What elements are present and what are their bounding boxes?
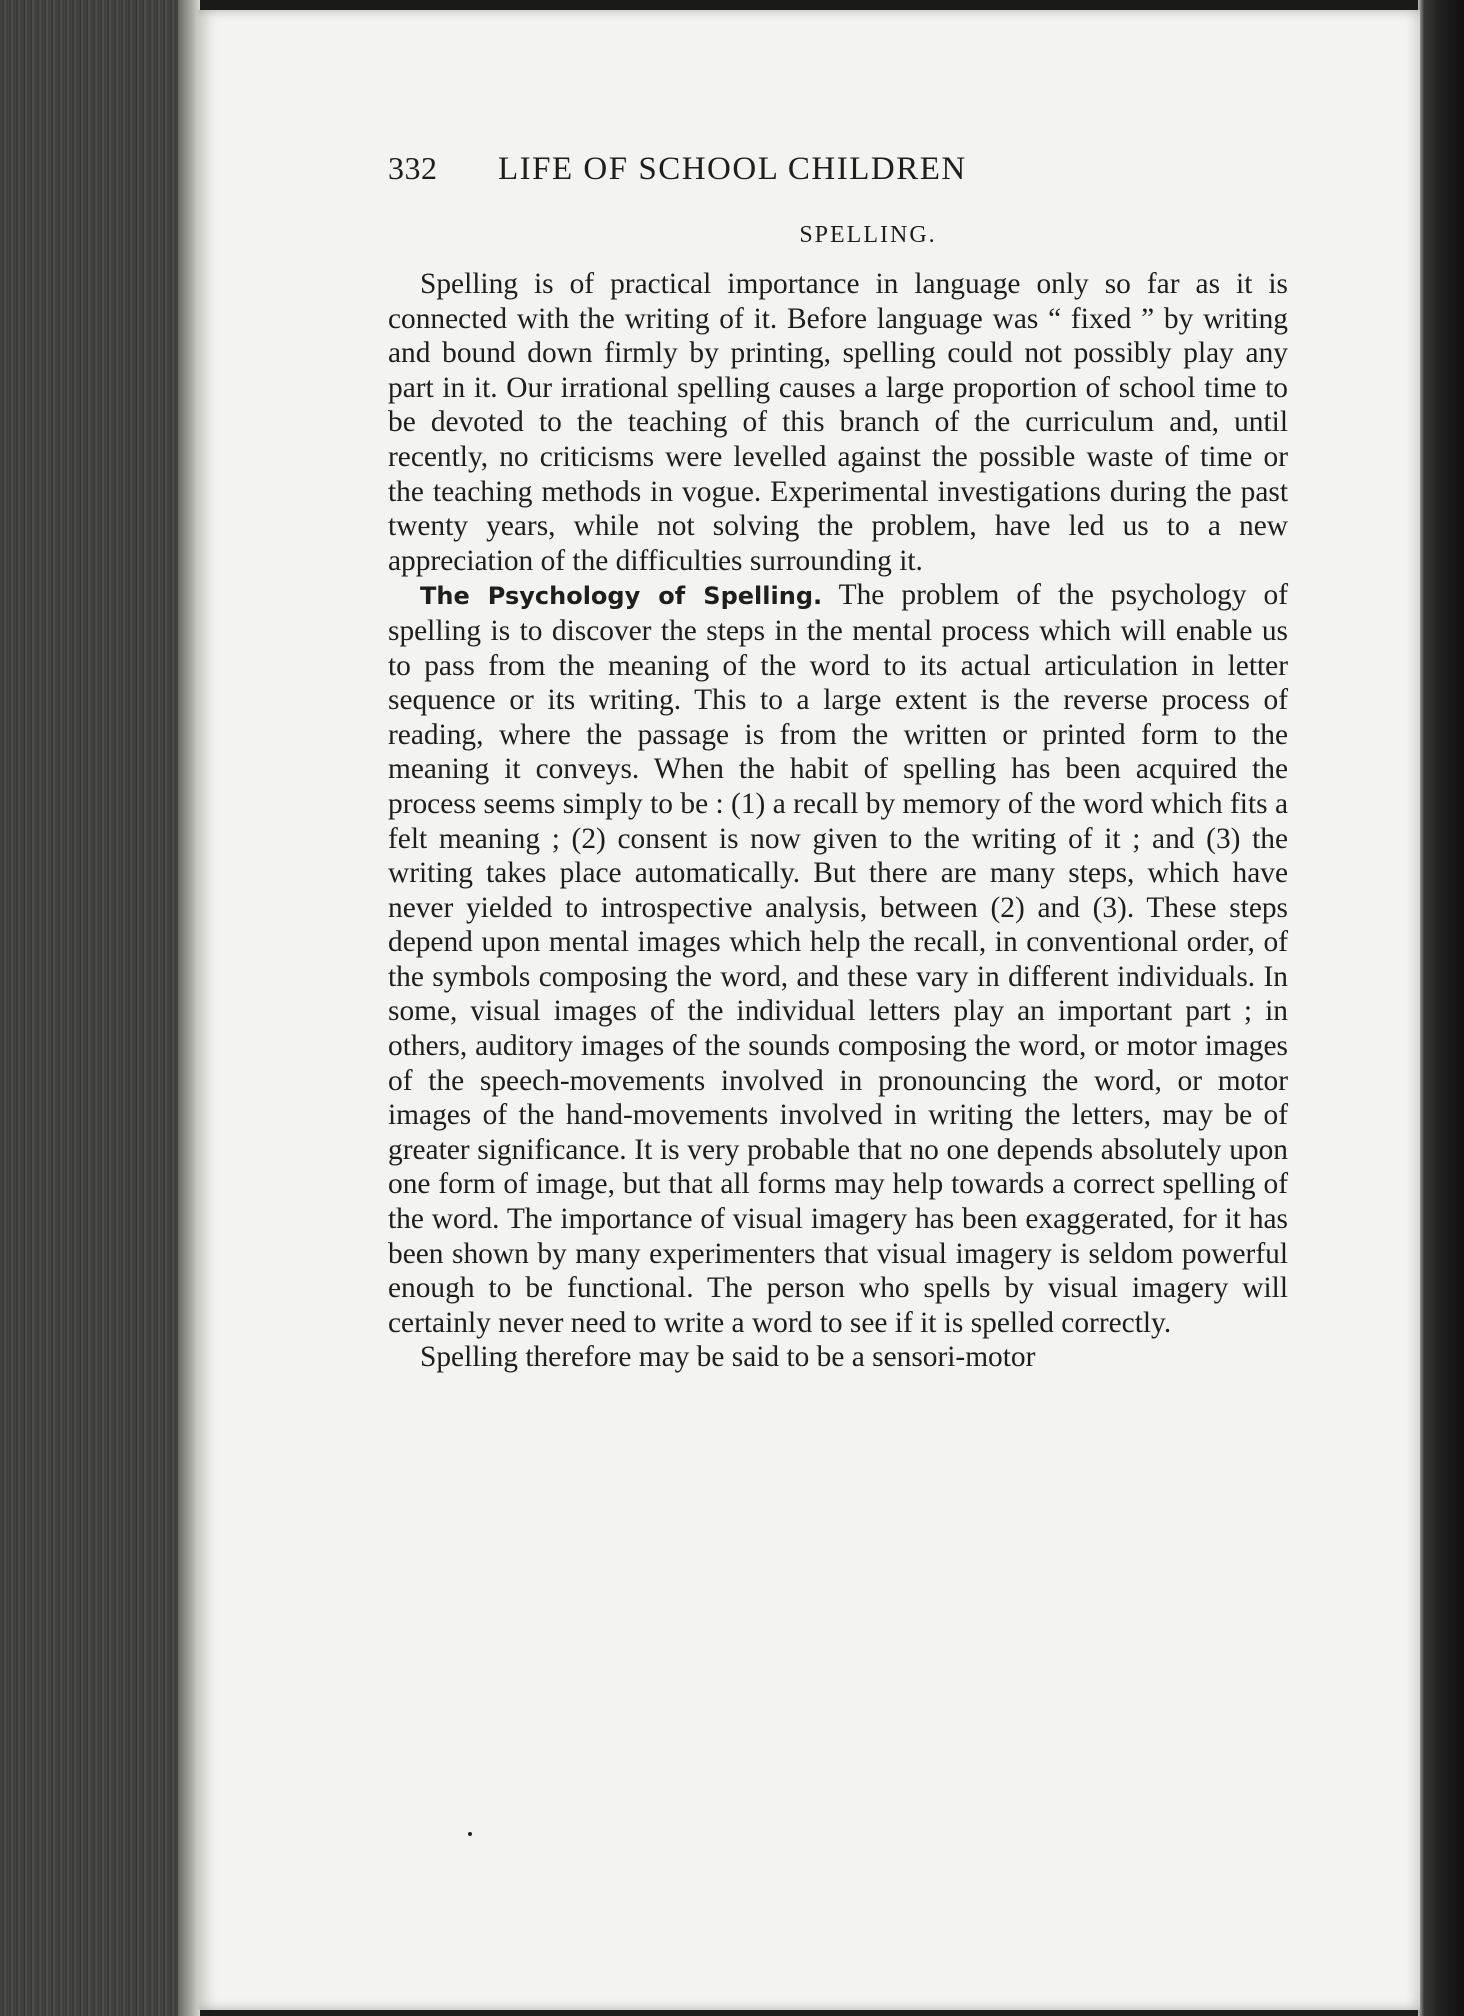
page-text: [388, 150, 1288, 1375]
page-number: 332: [388, 150, 438, 186]
paragraph-2-heading: The Psychology of Spelling.: [420, 582, 823, 611]
paragraph-3: Spelling therefore may be said to be a sensori-motor: [420, 1341, 1036, 1374]
paragraph-2-body: The problem of the psychology of spelling is to discover the steps in the mental process which will enable us to pass from the meaning of the word to its actual articulation in letter sequence or its writing. This to a large extent is the reverse process of reading, where the passage is from the written or printed form to the meaning it conveys. When the habit of spelling has been acquired the process seems simply to be : (1) a recall by memory of the word which fits a felt meaning ; (2) consent is now given to the writing of it ; and (3) the writing takes place automatically. But there are many steps, which have never yielded to introspective analysis, between (2) and (3). These steps depend upon mental images which help the recall, in conventional order, of the symbols composing the word, and these vary in different individuals. In some, visual images of the individual letters play an important part ; in others, auditory images of the sounds composing the word, or motor images of the speech-movements involved in pronouncing the word, or motor images of the hand-movements involved in writing the letters, may be of greater significance. It is very probable that no one depends absolutely upon one form of image, but that all forms may help towards a correct spelling of the word. The importance of visual imagery has been exaggerated, for it has been shown by many experimenters that visual imagery is seldom powerful enough to be functional. The person who spells by visual imagery will certainly never need to write a word to see if it is spelled correctly.: [388, 579, 1288, 1339]
running-title: LIFE OF SCHOOL CHILDREN: [498, 151, 967, 187]
section-title: SPELLING.: [799, 222, 937, 248]
paragraph-2: [388, 578, 1288, 1340]
running-header: [388, 150, 1288, 188]
book-page-edges: [0, 0, 200, 2016]
margin-speck: [468, 1832, 472, 1836]
book-page: [198, 10, 1420, 2010]
paragraph-1: Spelling is of practical importance in language only so far as it is connected with the writing of it. Before language was “ fixed ” by writing and bound down firmly by printing, spelling could not possibly play any part in it. Our irrational spelling causes a large proportion of school time to be devoted to the teaching of this branch of the curriculum and, until recently, no criticisms were levelled against the possible waste of time or the teaching methods in vogue. Experimental investigations during the past twenty years, while not solving the problem, have led us to a new appreciation of the difficulties surrounding it.: [388, 268, 1288, 577]
book-gutter: [1418, 0, 1464, 2016]
